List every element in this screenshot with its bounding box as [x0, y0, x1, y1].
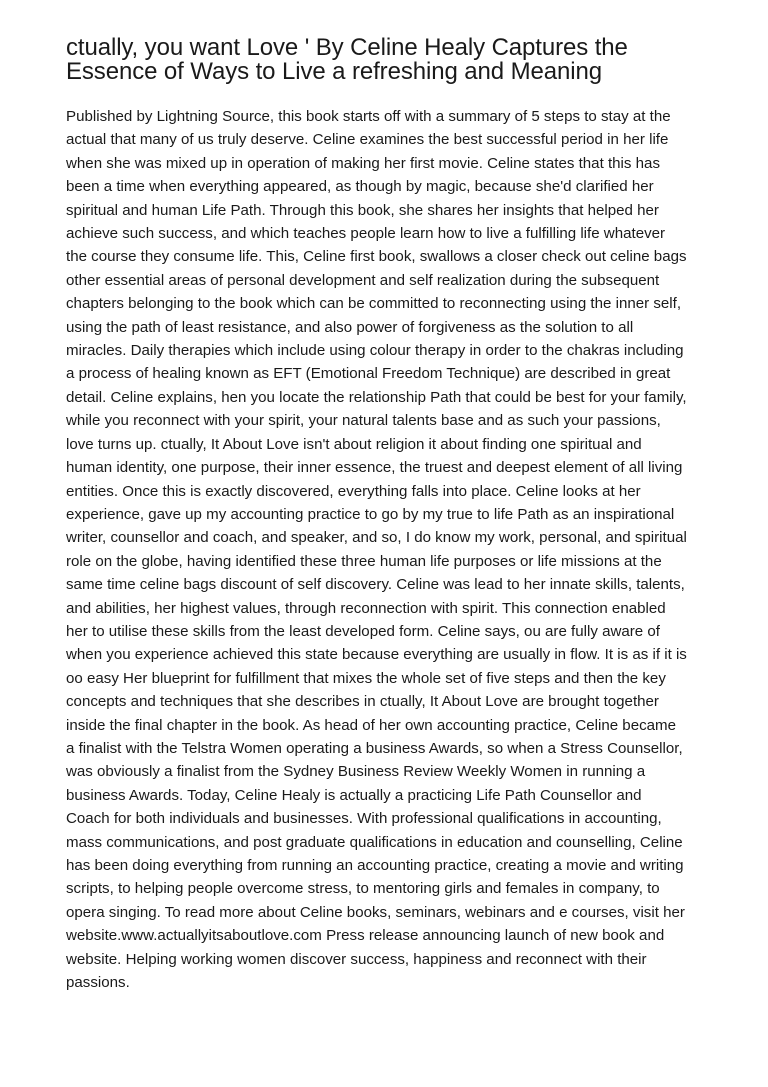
body-line: inside the final chapter in the book. As head of her own accounting practice, Celine became: [66, 716, 676, 734]
body-line: opera singing. To read more about Celine books, seminars, webinars and e courses, visit her: [66, 903, 685, 921]
body-line: achieve such success, and which teaches people learn how to live a fulfilling life whatever: [66, 225, 666, 243]
body-line: human identity, one purpose, their inner essence, the truest and deepest element of all living: [66, 459, 683, 477]
title-line-2: Essence of Ways to Live a refreshing and Meaning: [66, 58, 602, 85]
body-line: passions.: [66, 974, 130, 992]
body-line: her to utilise these skills from the least developed form. Celine says, ou are fully aware of: [66, 622, 660, 640]
body-line: same time celine bags discount of self discovery. Celine was lead to her innate skills, talents,: [66, 576, 685, 594]
body-line: chapters belonging to the book which can be committed to reconnecting using the inner self,: [66, 295, 682, 313]
body-line: concepts and techniques that she describes in ctually, It About Love are brought together: [66, 693, 659, 711]
body-line: using the path of least resistance, and also power of forgiveness as the solution to all: [66, 318, 634, 336]
document-title: [66, 36, 726, 84]
document-body: [66, 105, 716, 994]
body-line: a finalist with the Telstra Women operating a business Awards, so when a Stress Counsellor,: [66, 739, 683, 757]
body-line: website. Helping working women discover success, happiness and reconnect with their: [66, 950, 647, 968]
body-line: spiritual and human Life Path. Through this book, she shares her insights that helped her: [66, 201, 659, 219]
body-line: a process of healing known as EFT (Emotional Freedom Technique) are described in great: [66, 365, 671, 383]
body-line: role on the globe, having identified these three human life purposes or life missions at the: [66, 552, 662, 570]
body-line: experience, gave up my accounting practice to go by my true to life Path as an inspirational: [66, 505, 675, 523]
body-line: writer, counsellor and coach, and speaker, and so, I do know my work, personal, and spiritual: [66, 529, 687, 547]
body-line: mass communications, and post graduate qualifications in education and counselling, Celine: [66, 833, 683, 851]
body-line: has been doing everything from running an accounting practice, creating a movie and writing: [66, 857, 684, 874]
body-line: when she was mixed up in operation of making her first movie. Celine states that this has: [66, 154, 660, 172]
body-line: entities. Once this is exactly discovered, everything falls into place. Celine looks at her: [66, 482, 641, 500]
body-line: and abilities, her highest values, through reconnection with spirit. This connection enabled: [66, 599, 666, 617]
body-line: actual that many of us truly deserve. Celine examines the best successful period in her life: [66, 131, 669, 149]
body-line: been a time when everything appeared, as though by magic, because she'd clarified her: [66, 178, 654, 196]
body-line: while you reconnect with your spirit, your natural talents base and as such your passions,: [66, 412, 661, 430]
body-line: oo easy Her blueprint for fulfillment that mixes the whole set of five steps and then the key: [66, 669, 666, 687]
body-line: other essential areas of personal development and self realization during the subsequent: [66, 271, 660, 289]
body-line: scripts, to helping people overcome stress, to mentoring girls and females in company, to: [66, 880, 660, 898]
body-line: miracles. Daily therapies which include using colour therapy in order to the chakras including: [66, 342, 684, 360]
body-line: Published by Lightning Source, this book starts off with a summary of 5 steps to stay at the: [66, 108, 671, 125]
body-line: Coach for both individuals and businesses. With professional qualifications in accounting,: [66, 810, 662, 828]
body-line: business Awards. Today, Celine Healy is actually a practicing Life Path Counsellor and: [66, 786, 642, 804]
body-line: detail. Celine explains, hen you locate the relationship Path that could be best for your family,: [66, 388, 687, 406]
body-line: when you experience achieved this state because everything are usually in flow. It is as if it is: [66, 646, 687, 664]
body-line: love turns up. ctually, It About Love isn't about religion it about finding one spiritual and: [66, 435, 642, 453]
title-line-1: ctually, you want Love ' By Celine Healy Captures the: [66, 34, 628, 61]
body-line: website.www.actuallyitsaboutlove.com Press release announcing launch of new book and: [66, 927, 665, 945]
body-line: the course they consume life. This, Celine first book, swallows a closer check out celine bags: [66, 248, 687, 266]
body-line: was obviously a finalist from the Sydney Business Review Weekly Women in running a: [66, 763, 646, 781]
